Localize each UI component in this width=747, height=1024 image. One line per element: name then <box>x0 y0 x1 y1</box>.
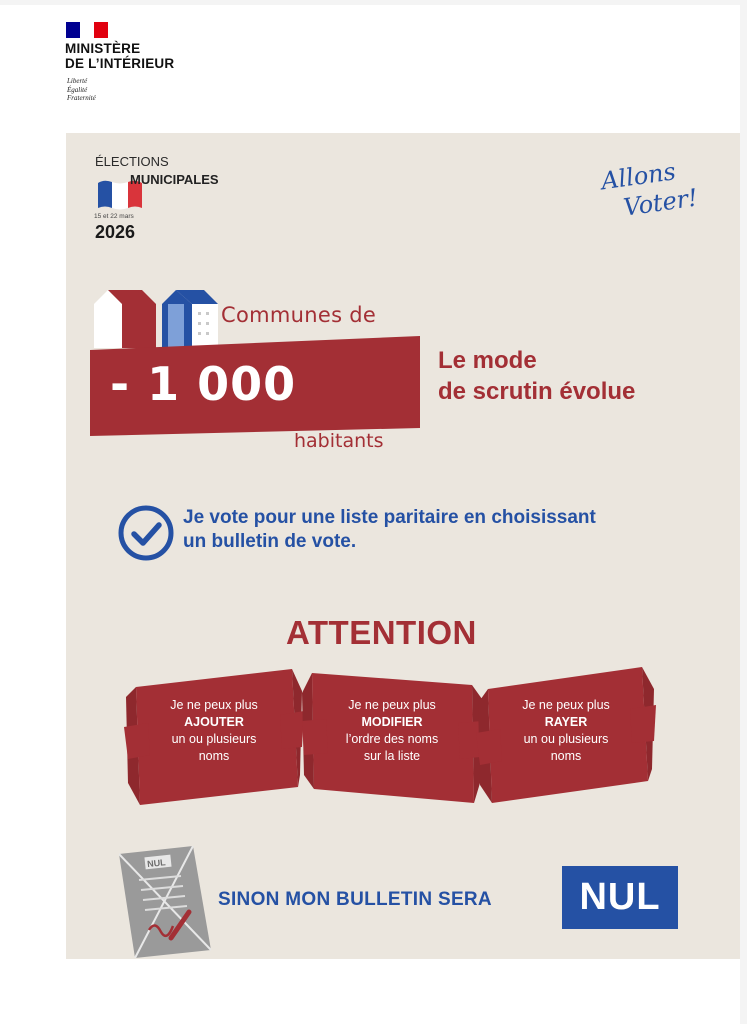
communes-prefix: Communes de <box>221 303 377 327</box>
ribbon-1-rest-1: un ou plusieurs <box>171 732 257 746</box>
ministry-line-1: MINISTÈRE <box>65 41 141 56</box>
warning-text: SINON MON BULLETIN SERA <box>218 889 492 910</box>
allons-voter-logo <box>598 153 708 223</box>
mode-line-1: Le mode <box>438 347 537 374</box>
ribbon-modifier <box>302 663 482 808</box>
nul-badge: NUL <box>562 866 678 929</box>
elections-label: ÉLECTIONS <box>95 154 169 169</box>
ribbon-2-rest-2: sur la liste <box>363 749 421 763</box>
elections-type: MUNICIPALES <box>130 172 219 187</box>
poster <box>66 133 740 959</box>
election-dates: 15 et 22 mars <box>94 213 134 220</box>
ribbon-2-lead: Je ne peux plus <box>348 698 436 712</box>
check-circle-icon <box>116 503 176 563</box>
population-threshold: - 1 000 <box>110 357 297 411</box>
election-year: 2026 <box>95 222 136 242</box>
attention-heading: ATTENTION <box>286 614 477 651</box>
motto-liberte: Liberté <box>67 77 88 85</box>
ribbon-ajouter <box>124 663 304 808</box>
motto-fraternite: Fraternité <box>67 94 96 102</box>
ribbon-2-verb: MODIFIER <box>361 715 423 729</box>
ribbon-rayer <box>476 663 656 808</box>
ribbon-3-lead: Je ne peux plus <box>522 698 610 712</box>
logo-word-2: Voter! <box>621 183 700 222</box>
ribbon-1-rest-2: noms <box>198 749 230 763</box>
ministry-line-2: DE L’INTÉRIEUR <box>65 56 175 71</box>
vote-line-2: un bulletin de vote. <box>183 531 357 552</box>
republic-flag-icon <box>66 22 108 38</box>
ribbon-3-rest-2: noms <box>550 749 582 763</box>
mode-line-2: de scrutin évolue <box>438 378 636 405</box>
ribbon-3-verb: RAYER <box>544 715 588 729</box>
ballot-label: NUL <box>146 857 167 870</box>
logo-word-1: Allons <box>599 157 678 196</box>
ribbon-2-rest-1: l’ordre des noms <box>345 732 439 746</box>
vote-line-1: Je vote pour une liste paritaire en choisissant <box>183 507 596 528</box>
ribbon-1-verb: AJOUTER <box>184 715 244 729</box>
motto-egalite: Égalité <box>67 85 88 94</box>
ribbon-3-rest-1: un ou plusieurs <box>523 732 609 746</box>
republic-motto <box>67 77 96 103</box>
ribbon-1-lead: Je ne peux plus <box>170 698 258 712</box>
ballot-icon <box>119 846 211 958</box>
communes-suffix: habitants <box>294 430 384 452</box>
page <box>0 5 740 1024</box>
mode-change-heading <box>438 345 635 407</box>
ministry-title <box>65 41 174 71</box>
vote-statement <box>183 506 596 554</box>
